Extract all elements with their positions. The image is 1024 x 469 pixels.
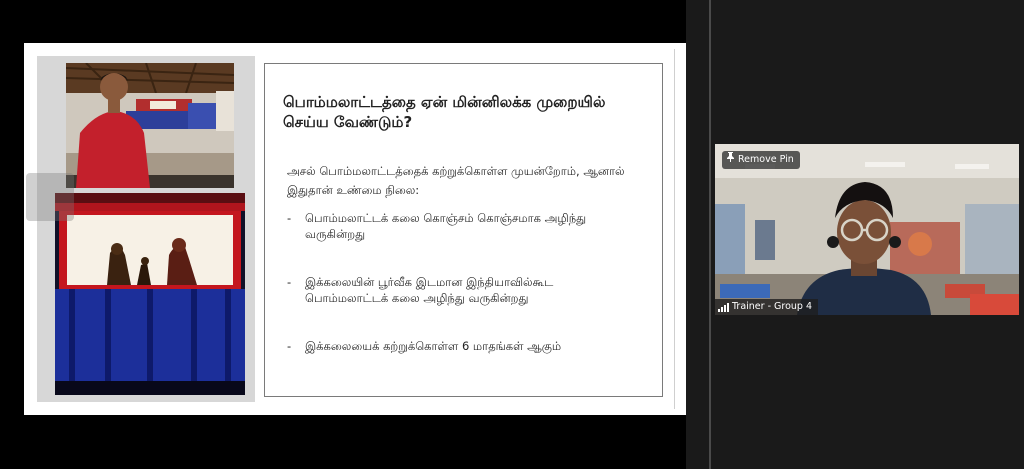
bullet-text: பொம்மலாட்டக் கலை கொஞ்சம் கொஞ்சமாக அழிந்து வருகின்றது xyxy=(305,211,587,241)
photo-shadow-puppet-screen xyxy=(55,193,245,395)
panel-gutter xyxy=(686,0,709,469)
photo-boy-with-puppet-stage xyxy=(66,63,234,188)
panel-splitter[interactable] xyxy=(709,0,711,469)
bullet-dash: - xyxy=(287,339,292,353)
signal-strength-icon xyxy=(718,303,729,312)
shared-slide xyxy=(24,43,686,415)
participant-name: Trainer - Group 4 xyxy=(732,301,812,312)
remove-pin-label: Remove Pin xyxy=(738,154,794,165)
bullet-text: இக்கலையின் பூர்வீக இடமான இந்தியாவில்கூட பொம்மலாட்டக் கலை அழிந்து வருகின்றது xyxy=(305,275,554,305)
remove-pin-button[interactable] xyxy=(722,151,800,169)
participant-video-tile[interactable] xyxy=(715,144,1019,315)
slide-intro: அசல் பொம்மலாட்டத்தைக் கற்றுக்கொள்ள முயன்றோம், ஆனால் இதுதான் உண்மை நிலை: xyxy=(287,164,625,197)
pin-icon xyxy=(726,151,735,169)
bullet-dash: - xyxy=(287,275,292,289)
bullet-dash: - xyxy=(287,211,292,225)
slide-prev-button[interactable] xyxy=(26,173,74,221)
left-margin xyxy=(0,0,22,469)
bullet-text: இக்கலையைக் கற்றுக்கொள்ள 6 மாதங்கள் ஆகும் xyxy=(305,339,562,353)
participant-name-tag xyxy=(715,299,818,315)
slide-edge-line xyxy=(674,49,675,409)
slide-text-box xyxy=(264,63,663,397)
slide-title: பொம்மலாட்டத்தை ஏன் மின்னிலக்க முறையில் செய்ய வேண்டும்? xyxy=(283,93,606,131)
